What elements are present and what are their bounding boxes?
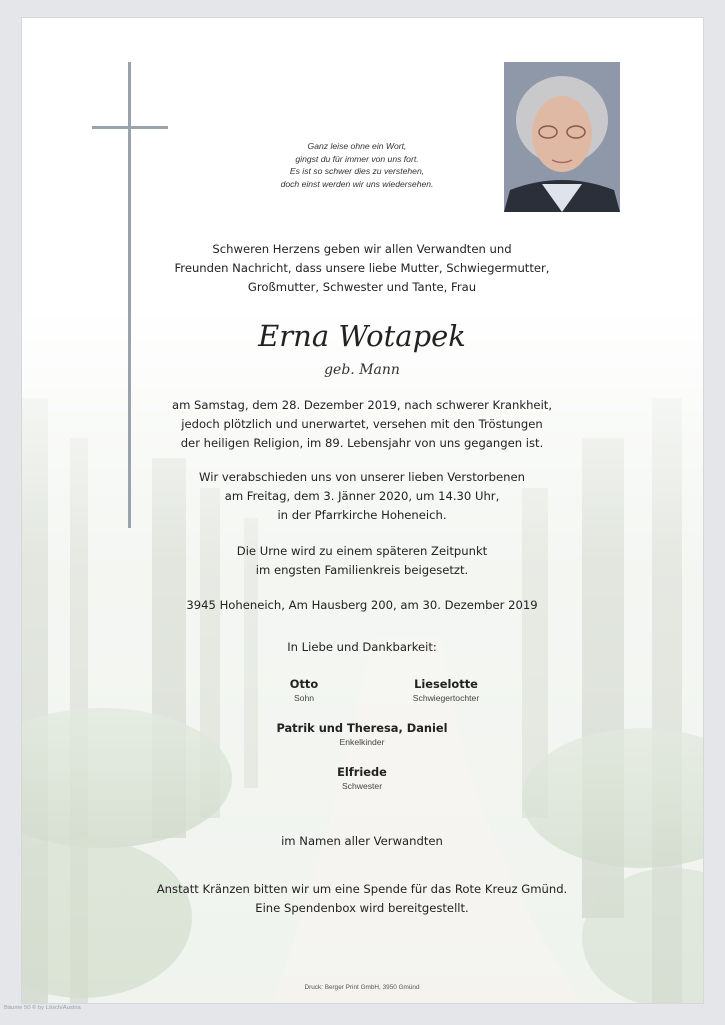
urn-notice <box>82 542 642 580</box>
intro-line: Großmutter, Schwester und Tante, Frau <box>247 280 477 294</box>
gratitude-line <box>82 638 642 657</box>
farewell-line: Wir verabschieden uns von unserer lieben Verstorbenen <box>199 470 525 484</box>
mourner-relation: Enkelkinder <box>339 737 385 747</box>
gratitude-text: In Liebe und Dankbarkeit: <box>287 640 437 654</box>
death-notice-line: der heiligen Religion, im 89. Lebensjahr von uns gegangen ist. <box>180 436 544 450</box>
place-date <box>82 596 642 615</box>
poem-line: Ganz leise ohne ein Wort, <box>307 141 407 151</box>
poem <box>212 140 502 190</box>
death-notice <box>82 396 642 453</box>
urn-line: Die Urne wird zu einem späteren Zeitpunkt <box>236 544 488 558</box>
mourner-son <box>254 676 354 704</box>
all-relatives-text: im Namen aller Verwandten <box>281 834 443 848</box>
mourner-relation: Sohn <box>293 693 315 703</box>
portrait-photo <box>504 62 620 212</box>
mourner-relation: Schwester <box>341 781 383 791</box>
mourner-name: Patrik und Theresa, Daniel <box>276 721 448 735</box>
donation-line: Eine Spendenbox wird bereitgestellt. <box>255 901 469 915</box>
image-credit: Bäume 50 © by Lösch/Austria <box>4 1005 81 1011</box>
intro-text <box>82 240 642 297</box>
death-notice-line: am Samstag, dem 28. Dezember 2019, nach schwerer Krankheit, <box>171 398 553 412</box>
obituary-sheet <box>22 18 703 1003</box>
mourner-relation: Schwiegertochter <box>412 693 480 703</box>
all-relatives <box>82 832 642 851</box>
birth-name: geb. Mann <box>324 362 400 378</box>
death-notice-line: jedoch plötzlich und unerwartet, versehen mit den Tröstungen <box>181 417 543 431</box>
intro-line: Schweren Herzens geben wir allen Verwandten und <box>212 242 512 256</box>
farewell-line: in der Pfarrkirche Hoheneich. <box>277 508 447 522</box>
poem-line: Es ist so schwer dies zu verstehen, <box>289 166 425 176</box>
mourner-grandchildren <box>242 720 482 748</box>
farewell-line: am Freitag, dem 3. Jänner 2020, um 14.30 Uhr, <box>224 489 500 503</box>
mourner-daughter-in-law <box>376 676 516 704</box>
place-date-line: 3945 Hoheneich, Am Hausberg 200, am 30. Dezember 2019 <box>186 598 538 612</box>
mourner-name: Lieselotte <box>414 677 478 691</box>
poem-line: doch einst werden wir uns wiedersehen. <box>280 178 434 189</box>
mourner-name: Otto <box>289 677 319 691</box>
deceased-name: Erna Wotapek <box>258 319 466 353</box>
printer-credit: Druck: Berger Print GmbH, 3950 Gmünd <box>304 984 420 991</box>
urn-line: im engsten Familienkreis beigesetzt. <box>255 563 469 577</box>
cross-horizontal-bar <box>92 126 168 129</box>
mourner-sister <box>302 764 422 792</box>
donation-notice <box>82 880 642 918</box>
intro-line: Freunden Nachricht, dass unsere liebe Mutter, Schwiegermutter, <box>174 261 550 275</box>
donation-line: Anstatt Kränzen bitten wir um eine Spende für das Rote Kreuz Gmünd. <box>156 882 568 896</box>
farewell-notice <box>82 468 642 525</box>
mourner-name: Elfriede <box>337 765 387 779</box>
poem-line: gingst du für immer von uns fort. <box>295 153 419 164</box>
